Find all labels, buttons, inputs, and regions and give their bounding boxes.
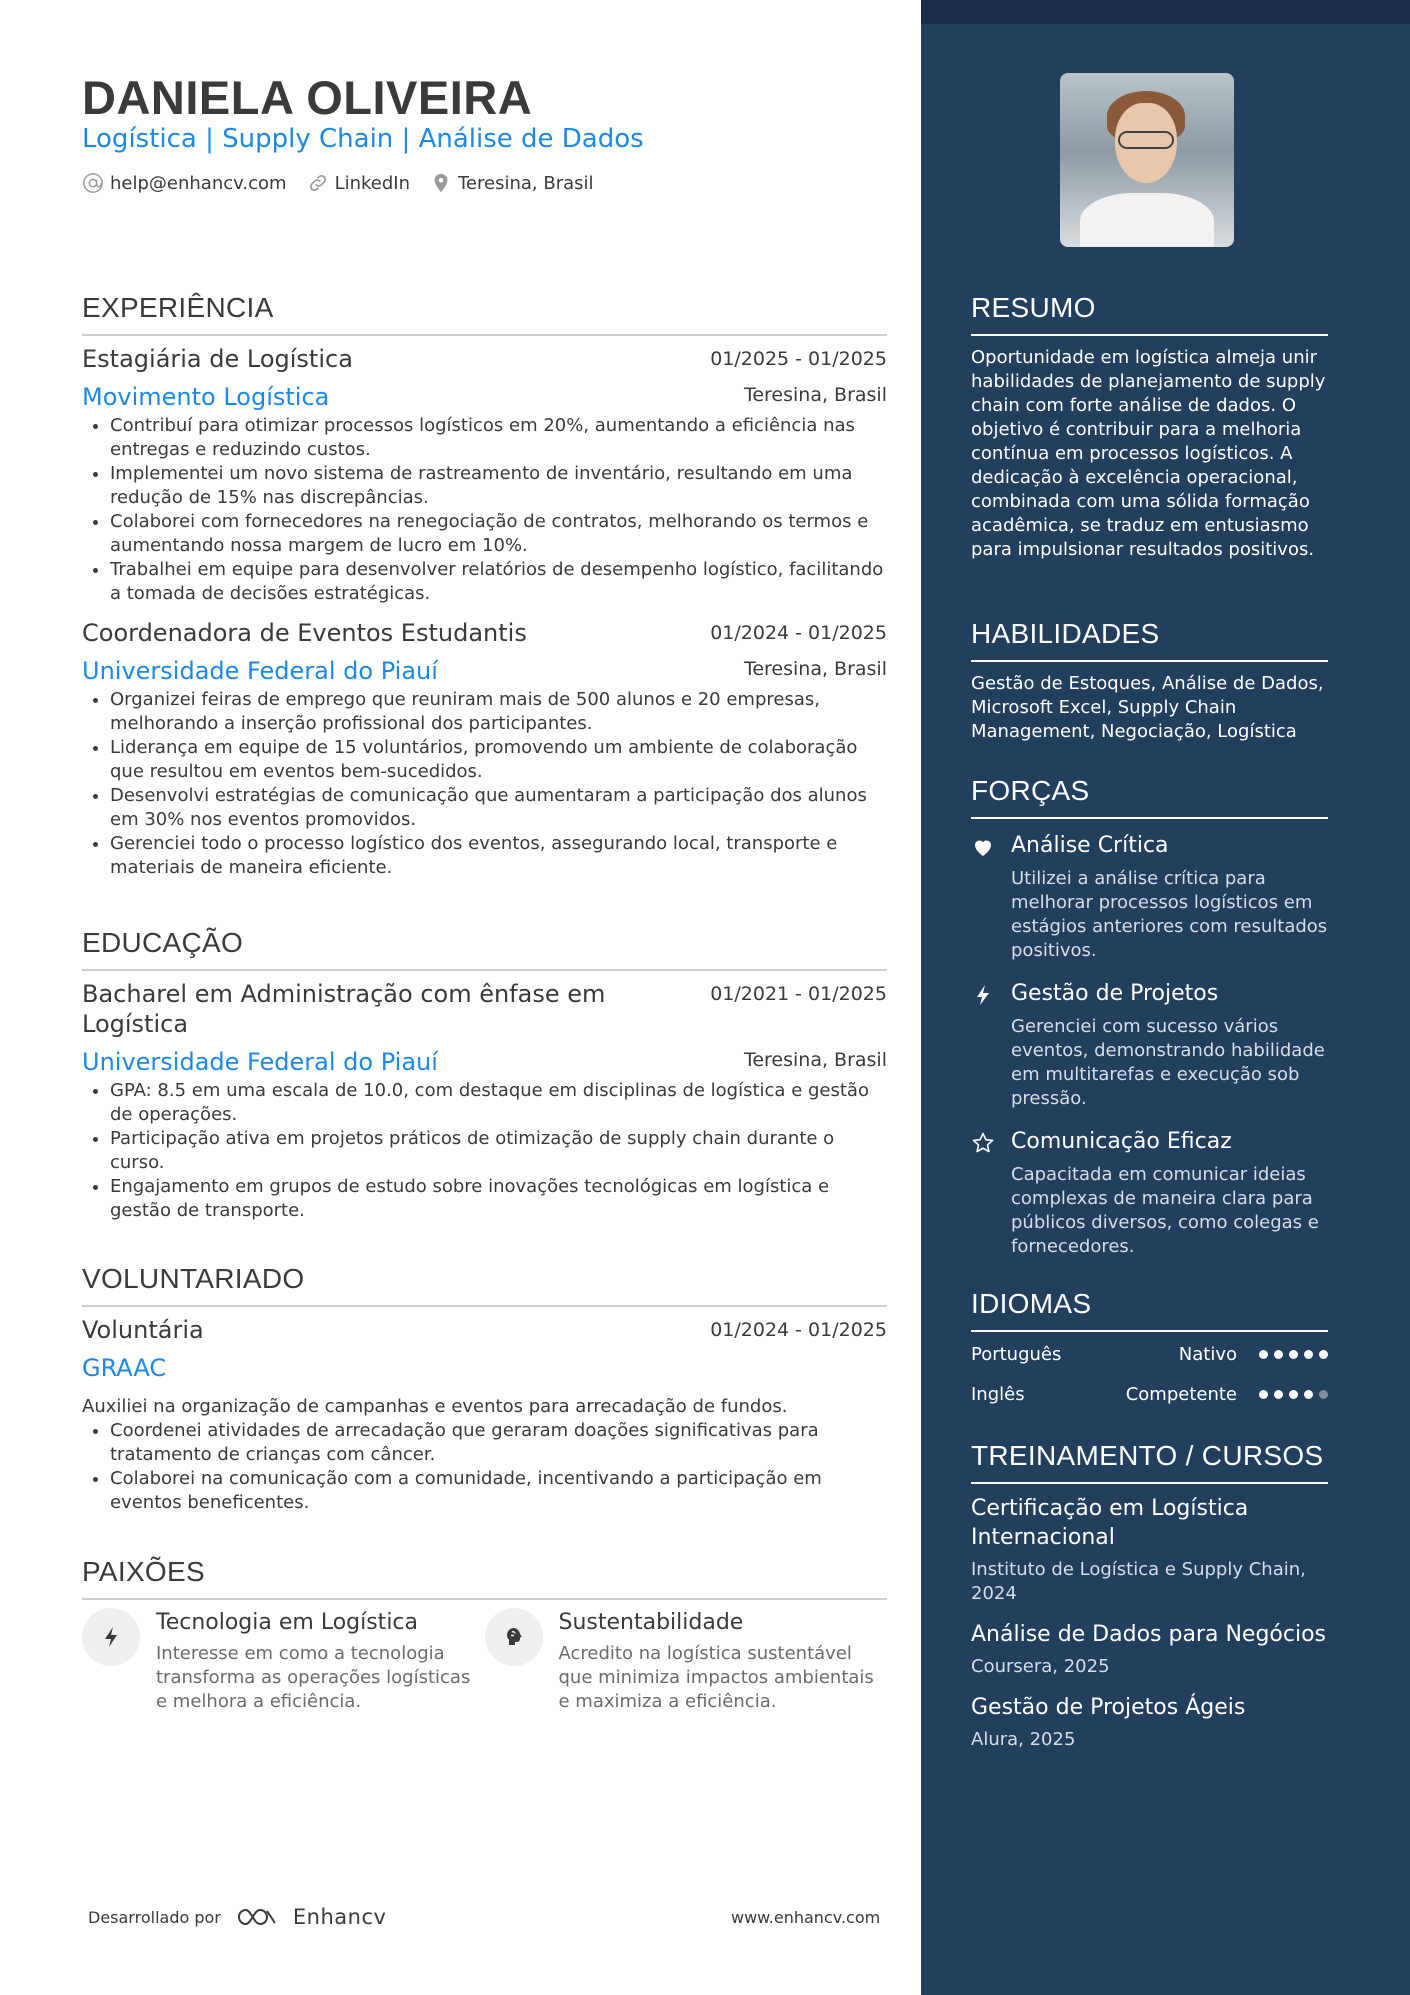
languages-title: IDIOMAS: [971, 1288, 1328, 1332]
job-location: Teresina, Brasil: [743, 658, 887, 680]
bullet-item: Coordenei atividades de arrecadação que geraram doações significativas para tratamento de crianças com câncer.: [82, 1419, 887, 1467]
strength-desc: Gerenciei com sucesso vários eventos, demonstrando habilidade em multitarefas e execução sob pressão.: [1011, 1016, 1325, 1109]
education-section: [82, 927, 887, 1223]
courses-section: [971, 1440, 1328, 1752]
email-text: help@enhancv.com: [110, 172, 287, 194]
bolt-icon: [82, 1608, 140, 1666]
strength-title: Gestão de Projetos: [1011, 981, 1219, 1006]
education-entry: [82, 979, 887, 1223]
bullet-item: Contribuí para otimizar processos logísticos em 20%, aumentando a eficiência nas entregas e reduzindo custos.: [82, 414, 887, 462]
bullet-item: Colaborei na comunicação com a comunidade, incentivando a participação em eventos beneficentes.: [82, 1467, 887, 1515]
footer-branding: [88, 1905, 386, 1929]
volunteer-role: Voluntária: [82, 1316, 204, 1344]
experience-entry: [82, 344, 887, 606]
job-dates: 01/2024 - 01/2025: [710, 622, 887, 644]
star-icon: [971, 1131, 995, 1155]
language-level: Nativo: [1178, 1343, 1237, 1365]
strength-title: Comunicação Eficaz: [1011, 1129, 1232, 1154]
experience-entry: [82, 618, 887, 880]
enhancv-logo-icon: [233, 1905, 281, 1929]
linkedin-contact[interactable]: [307, 172, 410, 194]
bullet-item: Desenvolvi estratégias de comunicação que aumentaram a participação dos alunos em 30% nos eventos promovidos.: [82, 784, 887, 832]
strengths-title: FORÇAS: [971, 775, 1328, 819]
candidate-name: DANIELA OLIVEIRA: [82, 71, 533, 124]
strength-item: [971, 1127, 1328, 1259]
job-location: Teresina, Brasil: [743, 384, 887, 406]
courses-title: TREINAMENTO / CURSOS: [971, 1440, 1328, 1484]
strength-desc: Capacitada em comunicar ideias complexas de maneira clara para públicos diversos, como colegas e fornecedores.: [1011, 1164, 1319, 1257]
course-title: Análise de Dados para Negócios: [971, 1622, 1326, 1647]
passion-item: [82, 1608, 485, 1714]
skills-title: HABILIDADES: [971, 618, 1328, 662]
passions-list: [82, 1608, 887, 1714]
bullet-item: Gerenciei todo o processo logístico dos eventos, assegurando local, transporte e materiais de maneira eficiente.: [82, 832, 887, 880]
passion-title: Sustentabilidade: [558, 1610, 744, 1635]
passion-desc: Acredito na logística sustentável que minimiza impactos ambientais e maximiza a eficiência.: [558, 1643, 874, 1712]
job-dates: 01/2025 - 01/2025: [710, 348, 887, 370]
strength-item: [971, 979, 1328, 1111]
bullet-item: Implementei um novo sistema de rastreamento de inventário, resultando em uma redução de 15% nas discrepâncias.: [82, 462, 887, 510]
at-icon: [82, 172, 104, 194]
education-dates: 01/2021 - 01/2025: [710, 983, 887, 1005]
passions-section: [82, 1556, 887, 1714]
heart-icon: [971, 835, 995, 859]
course-title: Gestão de Projetos Ágeis: [971, 1695, 1246, 1720]
bullet-item: Colaborei com fornecedores na renegociação de contratos, melhorando os termos e aumentando nossa margem de lucro em 10%.: [82, 510, 887, 558]
passions-title: PAIXÕES: [82, 1556, 887, 1600]
school-name[interactable]: Universidade Federal do Piauí: [82, 1048, 438, 1076]
volunteer-entry: [82, 1315, 887, 1515]
language-row: [971, 1334, 1328, 1374]
language-level: Competente: [1125, 1383, 1237, 1405]
experience-section: [82, 292, 887, 880]
skills-text: Gestão de Estoques, Análise de Dados, Microsoft Excel, Supply Chain Management, Negociação, Logística: [971, 673, 1324, 742]
bolt-icon: [971, 983, 995, 1007]
summary-text: Oportunidade em logística almeja unir habilidades de planejamento de supply chain com forte análise de dados. O objetivo é contribuir para a melhoria contínua em processos logísticos. A dedicação à excelência operacional, combinada com uma sólida formação acadêmica, se traduz em entusiasmo para impulsionar resultados positivos.: [971, 347, 1326, 560]
job-title: Coordenadora de Eventos Estudantis: [82, 619, 527, 647]
volunteer-dates: 01/2024 - 01/2025: [710, 1319, 887, 1341]
strength-item: [971, 831, 1328, 963]
language-name: Inglês: [971, 1383, 1025, 1405]
bullet-item: GPA: 8.5 em uma escala de 10.0, com destaque em disciplinas de logística e gestão de operações.: [82, 1079, 887, 1127]
language-name: Português: [971, 1343, 1062, 1365]
brain-icon: [485, 1608, 543, 1666]
sidebar-column: [921, 0, 1410, 1995]
sidebar-top-band: [921, 0, 1410, 24]
headline: Logística | Supply Chain | Análise de Dados: [82, 124, 644, 154]
map-pin-icon: [430, 172, 452, 194]
brand-name: Enhancv: [292, 1905, 387, 1929]
link-icon: [307, 172, 329, 194]
bullet-item: Trabalhei em equipe para desenvolver relatórios de desempenho logístico, facilitando a tomada de decisões estratégicas.: [82, 558, 887, 606]
company-name[interactable]: Universidade Federal do Piauí: [82, 657, 438, 685]
volunteer-bullets: [82, 1419, 887, 1515]
company-name[interactable]: Movimento Logística: [82, 383, 330, 411]
course-title: Certificação em Logística Internacional: [971, 1496, 1249, 1550]
passion-desc: Interesse em como a tecnologia transforma as operações logísticas e melhora a eficiência.: [156, 1643, 471, 1712]
summary-section: [971, 292, 1328, 562]
volunteer-section: [82, 1263, 887, 1515]
language-rating: [1259, 1350, 1328, 1359]
skills-section: [971, 618, 1328, 744]
experience-title: EXPERIÊNCIA: [82, 292, 887, 336]
strength-desc: Utilizei a análise crítica para melhorar processos logísticos em estágios anteriores com resultados positivos.: [1011, 868, 1328, 961]
job-title: Estagiária de Logística: [82, 345, 353, 373]
passion-item: [485, 1608, 888, 1714]
volunteer-title: VOLUNTARIADO: [82, 1263, 887, 1307]
course-provider: Instituto de Logística e Supply Chain, 2024: [971, 1559, 1306, 1604]
bullet-item: Participação ativa em projetos práticos de otimização de supply chain durante o curso.: [82, 1127, 887, 1175]
course-provider: Coursera, 2025: [971, 1656, 1110, 1677]
education-title: EDUCAÇÃO: [82, 927, 887, 971]
volunteer-description: Auxiliei na organização de campanhas e eventos para arrecadação de fundos.: [82, 1396, 788, 1417]
job-bullets: [82, 414, 887, 606]
language-row: [971, 1374, 1328, 1414]
contact-bar: [82, 172, 594, 194]
powered-by-label: Desarrollado por: [88, 1907, 221, 1927]
strengths-section: [971, 775, 1328, 1259]
location-text: Teresina, Brasil: [458, 172, 594, 194]
summary-title: RESUMO: [971, 292, 1328, 336]
volunteer-org[interactable]: GRAAC: [82, 1354, 167, 1382]
linkedin-text: LinkedIn: [334, 172, 410, 194]
strength-title: Análise Crítica: [1011, 833, 1169, 858]
profile-photo: [1060, 73, 1234, 247]
degree-title: Bacharel em Administração com ênfase em Logística: [82, 980, 606, 1038]
email-contact[interactable]: [82, 172, 287, 194]
language-rating: [1259, 1390, 1328, 1399]
bullet-item: Organizei feiras de emprego que reuniram mais de 500 alunos e 20 empresas, melhorando a inserção profissional dos participantes.: [82, 688, 887, 736]
school-location: Teresina, Brasil: [743, 1049, 887, 1071]
education-bullets: [82, 1079, 887, 1223]
passion-title: Tecnologia em Logística: [156, 1610, 419, 1635]
location-contact: [430, 172, 594, 194]
job-bullets: [82, 688, 887, 880]
bullet-item: Liderança em equipe de 15 voluntários, promovendo um ambiente de colaboração que resultou em eventos bem-sucedidos.: [82, 736, 887, 784]
languages-section: [971, 1288, 1328, 1414]
course-provider: Alura, 2025: [971, 1729, 1076, 1750]
website-link[interactable]: www.enhancv.com: [731, 1908, 881, 1927]
bullet-item: Engajamento em grupos de estudo sobre inovações tecnológicas em logística e gestão de transporte.: [82, 1175, 887, 1223]
